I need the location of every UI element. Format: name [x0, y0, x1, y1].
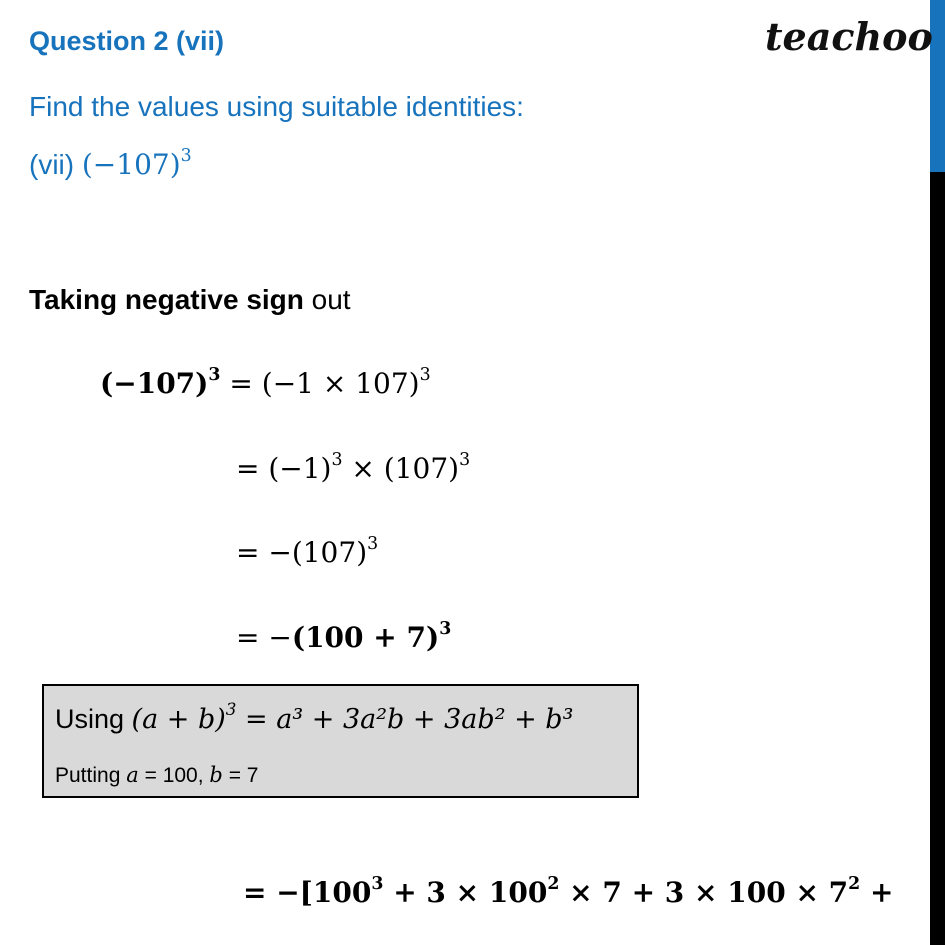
right-sidebar-bar: [930, 0, 945, 945]
step-line-1: $(-107)^3 = (-1 \times 107)^3$: [100, 364, 431, 400]
putting-values: Putting a = 100, b = 7: [55, 763, 259, 787]
part-label: (vii): [29, 149, 75, 180]
intro-bold: Taking negative sign: [29, 284, 304, 315]
question-part: [29, 145, 192, 181]
brand-logo: teachoo: [765, 14, 933, 59]
part-expression: $(-107)^3$: [81, 145, 192, 181]
solution-intro: [29, 284, 351, 316]
step-line-4: = $-(100 + 7)^3$: [236, 618, 452, 654]
question-label: Question 2 (vii): [29, 26, 225, 56]
identity-box: [42, 684, 639, 798]
step-line-2: = $(-1)^3 \times (107)^3$: [236, 449, 471, 485]
identity-formula: Using $(a + b)^3 = a^3 + 3a^2b + 3ab^2 + b^3$: [55, 699, 574, 735]
step-line-3: = $-(107)^3$: [236, 533, 379, 569]
question-prompt: Find the values using suitable identities:: [29, 91, 524, 122]
intro-rest: out: [303, 284, 351, 315]
expansion-line: = $-[100^3 + 3 \times 100^2 \times 7 + 3 \times 100 \times 7^2$ +: [243, 873, 894, 909]
